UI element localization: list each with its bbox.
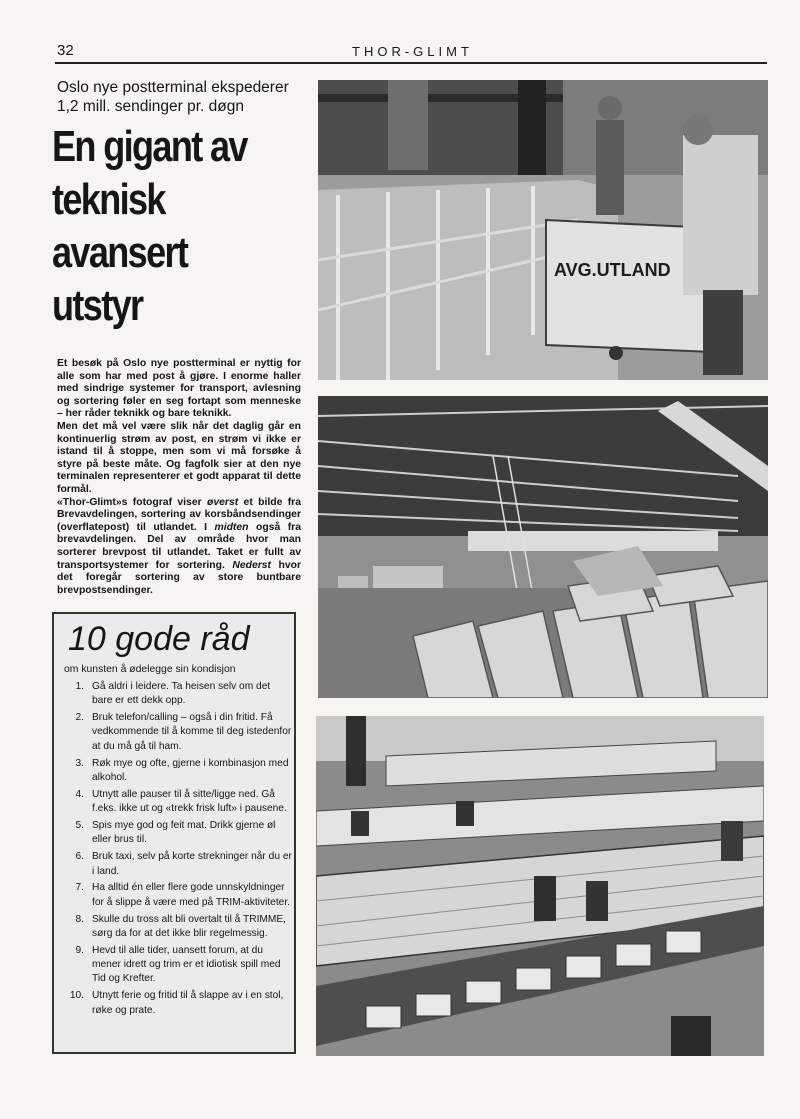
tips-subtitle: om kunsten å ødelegge sin kondisjon — [64, 664, 236, 675]
tip-item: 6. Bruk taxi, selv på korte strekninger når du er i land. — [75, 851, 292, 877]
article-kicker: Oslo nye postterminal ekspederer 1,2 mill. sendinger pr. døgn — [57, 79, 289, 115]
tips-box — [52, 612, 296, 1054]
tip-item: 10. Utnytt ferie og fritid til å slappe av i en stol, røke og prate. — [69, 990, 284, 1016]
photo-middle — [318, 396, 768, 698]
tip-item: 5. Spis mye god og feit mat. Drikk gjerne øl eller brus til. — [75, 820, 276, 846]
tip-item: 2. Bruk telefon/calling – også i din fritid. Få vedkommende til å komme til deg istedenfor at du må gå til ham. — [75, 712, 292, 752]
tips-list — [60, 680, 292, 1020]
tip-item: 9. Hevd til alle tider, uansett forum, at du mener idrett og trim er et idiotisk spill med Tid og Krefter. — [75, 944, 281, 985]
photo-top — [318, 80, 768, 380]
intro-paragraph-2: Men det må vel være slik når det daglig går en kontinuerlig strøm av post, en strøm vi ikke er istand til å stoppe, men som vi må forsøke å styre på beste måte. Og fagfolk sier at den nye terminalen representerer et godt apparat til dette formål. — [57, 420, 301, 495]
cart-label: AVG.UTLAND — [554, 260, 671, 280]
photo-bottom — [316, 716, 764, 1056]
tip-item: 1. Gå aldri i leidere. Ta heisen selv om det bare er ett dekk opp. — [75, 681, 271, 707]
article-intro — [57, 358, 301, 597]
header-divider — [55, 62, 767, 64]
tip-item: 7. Ha alltid én eller flere gode unnskyldninger for å slippe å være med på TRIM-aktiviteter. — [75, 882, 290, 908]
article-headline: En gigant av teknisk avansert utstyr — [52, 122, 247, 330]
tip-item: 3. Røk mye og ofte, gjerne i kombinasjon med alkohol. — [75, 757, 289, 783]
tips-title: 10 gode råd — [68, 620, 250, 658]
page-number: 32 — [57, 42, 74, 59]
tip-item: 4. Utnytt alle pauser til å sitte/ligge ned. Gå f.eks. ikke ut og «trekk frisk luft» i pausene. — [75, 788, 287, 815]
magazine-title: THOR-GLIMT — [352, 44, 473, 59]
intro-paragraph-1: Et besøk på Oslo nye postterminal er nyttig for alle som har med post å gjøre. I enorme haller med sindrige systemer for transport, avlesning og sortering føler en seg fortapt som menneske – her råder teknikk og bare teknikk. — [57, 358, 301, 420]
photo-caption: «Thor-Glimt»s fotograf viser øverst et bilde fra Brevavdelingen, sortering av korsbåndsendinger (overflatepost) til utlandet. I midten også fra brevavdelingen. Del av område hvor man sorterer brevpost til utlandet. Taket er fullt av transportsystemer for sortering. Nederst hvor det foregår sortering av store buntbare brevpostsendinger. — [57, 496, 301, 596]
tip-item: 8. Skulle du tross alt bli overtalt til å TRIMME, sørg da for at det ikke blir regelmessig. — [75, 913, 287, 939]
